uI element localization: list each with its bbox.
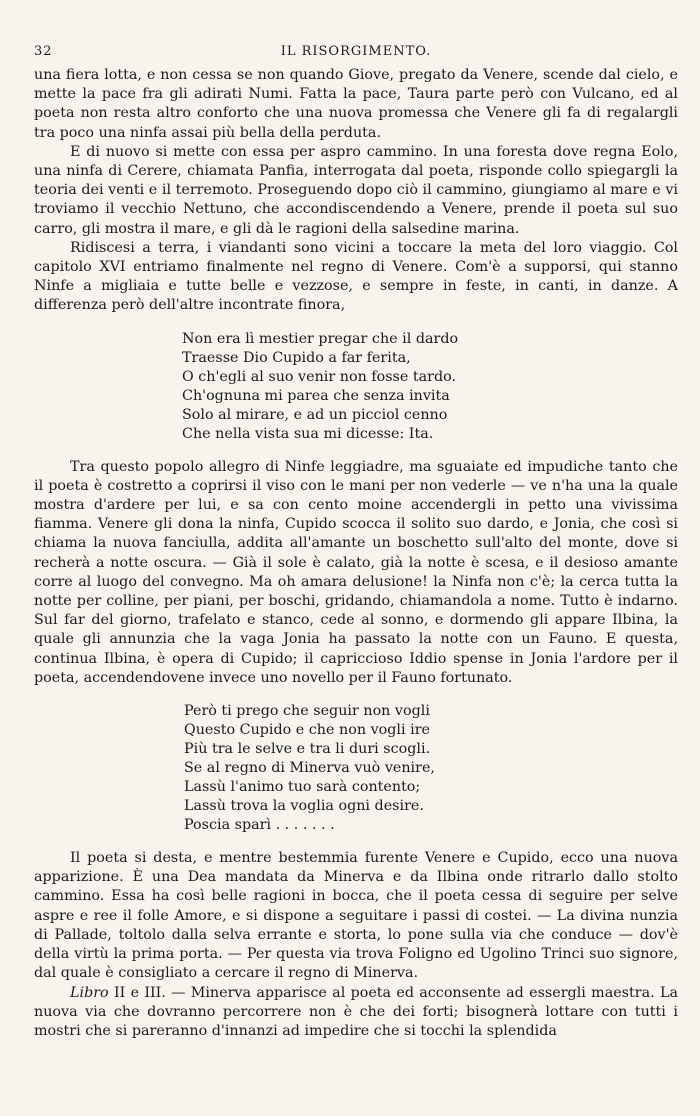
page-header [34,44,678,66]
verse-quotation-2 [184,702,678,835]
paragraph-1: una fiera lotta, e non cessa se non quando Giove, pregato da Venere, scende dal cielo, e mette la pace fra gli adirati Numi. Fatta la pace, Taura parte però con Vulcano, ed al poeta non resta altro conforto che una nuova promessa che Venere gli fa di regalargli tra poco una ninfa assai più bella della perduta. [34,67,678,141]
verse-line: Che nella vista sua mi dicesse: Ita. [182,425,434,442]
verse-line: Più tra le selve e tra li duri scogli. [184,741,431,758]
verse-line: Se al regno di Minerva vuò venire, [184,760,435,777]
paragraph-2: E di nuovo si mette con essa per aspro cammino. In una foresta dove regna Eolo, una ninfa di Cerere, chiamata Panfia, interrogata dal poeta, risponde collo spiegargli la teoria dei venti e il terremoto. Proseguendo dopo ciò il cammino, giungiamo al mare e vi troviamo il vecchio Nettuno, che accondiscendendo a Venere, prende il poeta sul suo carro, gli mostra il mare, e gli dà le ragioni della salsedine marina. [34,143,678,237]
paragraph-5: Il poeta si desta, e mentre bestemmia furente Venere e Cupido, ecco una nuova apparizione. È una Dea mandata da Minerva e da Ilbina onde ritrarlo dallo stolto cammino. Essa ha così belle ragioni in bocca, che il poeta cessa di seguire per selve aspre e ree il folle Amore, e si dispone a seguitare i passi di costei. — La divina nunzia di Pallade, toltolo dalla selva errante e storta, lo pone sulla via che conduce — dov'è della virtù la prima porta. — Per questa via trova Foligno ed Ugolino Trinci suo signore, dal quale è consigliato a cercare il regno di Minerva. [34,850,678,982]
paragraph-6 [34,984,678,1042]
book-reference: Libro [70,984,109,1001]
verse-line: Poscia sparì . . . . . . . [184,817,335,834]
verse-line: Ch'ognuna mi parea che senza invita [182,387,450,404]
paragraph-3: Ridiscesi a terra, i viandanti sono vicini a toccare la meta del loro viaggio. Col capitolo XVI entriamo finalmente nel regno di Venere. Com'è a supporsi, qui stanno Ninfe a migliaia e tutte belle e vezzose, e sempre in feste, in canti, in danze. A differenza però dell'altre incontrate finora, [34,239,678,314]
verse-quotation-1 [182,330,678,444]
verse-line: Lassù trova la voglia ogni desire. [184,798,424,815]
paragraph-4: Tra questo popolo allegro di Ninfe leggiadre, ma sguaiate ed impudiche tanto che il poeta è costretto a coprirsi il viso con le mani per non vederle — ve n'ha una la quale mostra d'ardere per lui, e sa con cento moine accendergli in petto una vivissima fiamma. Venere gli dona la ninfa, Cupido scocca il solito suo dardo, e Jonia, che così si chiama la nuova fanciulla, addita all'amante un boschetto sull'alto del monte, dove si recherà a notte oscura. — Già il sole è calato, già la notte è scesa, e il desioso amante corre al luogo del convegno. Ma oh amara delusione! la Ninfa non c'è; la cerca tutta la notte per colline, per piani, per boschi, gridando, chiamandola a nome. Tutto è indarno. Sul far del giorno, trafelato e stanco, cede al sonno, e dormendo gli appare Ilbina, la quale gli annunzia che la vaga Jonia ha passato la notte con un Fauno. E questa, continua Ilbina, è opera di Cupido; il capriccioso Iddio spense in Jonia l'ardore per il poeta, accendendovene invece uno novello per il Fauno fortunato. [34,458,678,686]
paragraph-6-text: II e III. — Minerva apparisce al poeta ed acconsente ad essergli maestra. La nuova via che dovranno percorrere non è che dei forti; bisognerà lottare con tutti i mostri che si pareranno d'innanzi ad impedire che si tocchi la splendida [34,984,678,1039]
verse-line: Solo al mirare, e ad un picciol cenno [182,406,448,423]
verse-line: Questo Cupido e che non vogli ire [184,722,430,739]
verse-line: O ch'egli al suo venir non fosse tardo. [182,368,457,385]
verse-line: Però ti prego che seguir non vogli [184,703,430,720]
page-number: 32 [34,44,53,59]
running-title: IL RISORGIMENTO. [280,44,432,59]
verse-line: Traesse Dio Cupido a far ferita, [182,349,411,366]
verse-line: Lassù l'animo tuo sarà contento; [184,779,421,796]
verse-line: Non era lì mestier pregar che il dardo [182,330,459,347]
